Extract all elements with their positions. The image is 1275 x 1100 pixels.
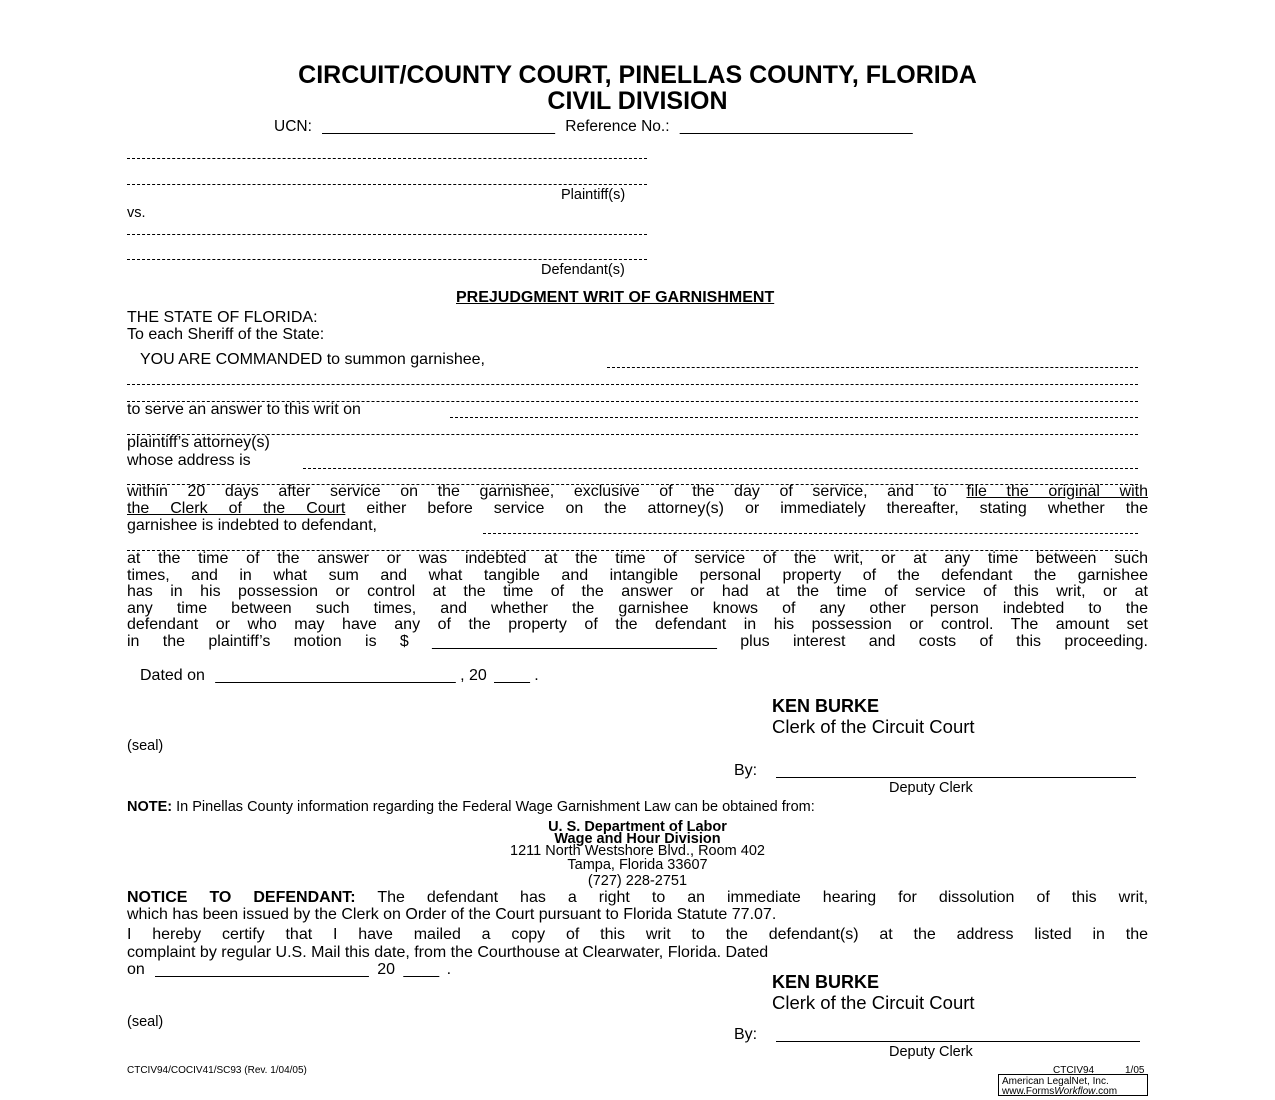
reference-field[interactable]: ___________________________ — [679, 118, 913, 135]
paragraph-2-line-4: any time between such times, and whether the garnishee knows of any other person indebted to the — [127, 600, 1148, 617]
plaintiff-label: Plaintiff(s) — [561, 187, 626, 203]
certify-on: on — [127, 961, 145, 978]
form-date: 1/05 — [1125, 1065, 1145, 1076]
paragraph-1-text-a: within 20 days after service on the garnishee, exclusive of the day of service, and to — [127, 483, 947, 500]
plaintiff-line-1[interactable] — [127, 158, 647, 159]
sheriff-line: To each Sheriff of the State: — [127, 326, 325, 343]
year-end: . — [534, 667, 539, 684]
paragraph-1-line-1 — [127, 484, 1148, 501]
by-label-2: By: — [734, 1026, 758, 1043]
clerk-title-1: Clerk of the Circuit Court — [772, 716, 975, 737]
writ-title: PREJUDGMENT WRIT OF GARNISHMENT — [456, 289, 775, 306]
defendant-line-2[interactable] — [127, 259, 647, 260]
publisher-url[interactable] — [1002, 1086, 1117, 1097]
state-line: THE STATE OF FLORIDA: — [127, 309, 318, 326]
deputy-signature-1[interactable] — [776, 777, 1136, 778]
note-text: In Pinellas County information regarding the Federal Wage Garnishment Law can be obtained from: — [176, 799, 815, 815]
plaintiff-line-2[interactable] — [127, 184, 647, 185]
dated-field[interactable]: ___________________________ — [215, 667, 456, 684]
certify-date-field[interactable]: ________________________ — [155, 961, 369, 978]
publisher-name: American LegalNet, Inc. — [1002, 1076, 1109, 1087]
certify-line-2: complaint by regular U.S. Mail this date, from the Courthouse at Clearwater, Florida. Dated — [127, 944, 769, 961]
dated-label: Dated on — [140, 667, 205, 684]
certify-year-label: 20 — [377, 961, 396, 978]
attorney-label: plaintiff’s attorney(s) — [127, 434, 270, 451]
paragraph-1-line-3: garnishee is indebted to defendant, — [127, 517, 377, 534]
paragraph-1-text-b: either before service on the attorney(s) or immediately thereafter, stating whether the — [366, 500, 1148, 517]
certify-line-3 — [127, 961, 451, 979]
year-field[interactable]: ____ — [494, 667, 530, 684]
division-title: CIVIL DIVISION — [547, 87, 728, 115]
seal-1: (seal) — [127, 738, 164, 754]
ucn-row — [274, 118, 913, 136]
clerk-name-2: KEN BURKE — [772, 972, 880, 992]
commanded-text: YOU ARE COMMANDED to summon garnishee, — [140, 351, 485, 368]
publisher-url-a: www.Forms — [1002, 1086, 1055, 1097]
amount-field[interactable]: ________________________________ — [432, 633, 717, 650]
agency-address-2: Tampa, Florida 33607 — [567, 857, 708, 873]
by-label-1: By: — [734, 762, 758, 779]
agency-phone: (727) 228-2751 — [587, 873, 688, 889]
certify-year-field[interactable]: ____ — [403, 961, 440, 978]
form-id: CTCIV94/COCIV41/SC93 (Rev. 1/04/05) — [127, 1065, 307, 1076]
agency-address-1: 1211 North Westshore Blvd., Room 402 — [510, 843, 765, 859]
year-label: , 20 — [460, 667, 487, 684]
ucn-label: UCN: — [274, 118, 312, 135]
seal-2: (seal) — [127, 1014, 164, 1030]
serve-text: to serve an answer to this writ on — [127, 401, 361, 418]
form-code: CTCIV94 — [1053, 1065, 1095, 1076]
clerk-title-2: Clerk of the Circuit Court — [772, 992, 975, 1013]
publisher-box — [998, 1074, 1148, 1096]
amount-text-b: plus interest and costs of this proceeding. — [740, 633, 1149, 650]
amount-text-a: in the plaintiff’s motion is $ — [127, 633, 409, 650]
garnishee-field-1[interactable] — [607, 367, 1138, 368]
note-row — [127, 799, 815, 815]
dated-row — [140, 667, 539, 685]
ucn-field[interactable]: ___________________________ — [322, 118, 555, 135]
clerk-name-1: KEN BURKE — [772, 696, 880, 716]
paragraph-2-line-3: has in his possession or control at the time of the answer or had at the time of service of this writ, or at — [127, 583, 1148, 600]
defendant-label: Defendant(s) — [541, 262, 625, 278]
reference-label: Reference No.: — [565, 118, 670, 135]
notice-line-1 — [127, 890, 1148, 907]
indebted-field-1[interactable] — [483, 533, 1138, 534]
paragraph-2-line-2: times, and in what sum and what tangible and intangible personal property of the defendant the garnishee — [127, 567, 1148, 584]
court-title: CIRCUIT/COUNTY COURT, PINELLAS COUNTY, FLORIDA — [298, 61, 977, 89]
paragraph-2-line-5: defendant or who may have any of the property of the defendant in his possession or control. The amount set — [127, 616, 1148, 633]
publisher-url-c: .com — [1095, 1086, 1118, 1097]
paragraph-1-line-2 — [127, 501, 1148, 518]
certify-line-1: I hereby certify that I have mailed a copy of this writ to the defendant(s) at the address listed in the — [127, 926, 1148, 943]
vs-label: vs. — [127, 205, 146, 221]
deputy-label-1: Deputy Clerk — [889, 780, 973, 796]
file-original-link: file the original with — [966, 483, 1149, 500]
paragraph-2-line-1: at the time of the answer or was indebted at the time of service of the writ, or at any time between such — [127, 550, 1148, 567]
paragraph-2-line-6 — [127, 634, 1148, 651]
clerk-link: the Clerk of the Court — [127, 500, 346, 517]
notice-text: The defendant has a right to an immediate hearing for dissolution of this writ, — [377, 889, 1149, 906]
publisher-url-b: Workflow — [1054, 1086, 1096, 1097]
address-label: whose address is — [127, 452, 251, 469]
certify-end: . — [446, 961, 452, 978]
garnishee-field-2[interactable] — [127, 384, 1138, 385]
agency-line-2: Wage and Hour Division — [554, 831, 721, 847]
note-label: NOTE: — [127, 799, 173, 815]
defendant-line-1[interactable] — [127, 234, 647, 235]
notice-label: NOTICE TO DEFENDANT: — [127, 889, 356, 906]
attorney-name-field-2[interactable] — [127, 434, 1138, 435]
notice-line-2: which has been issued by the Clerk on Order of the Court pursuant to Florida Statute 77.07. — [127, 906, 777, 923]
deputy-label-2: Deputy Clerk — [889, 1044, 973, 1060]
address-field-1[interactable] — [303, 468, 1138, 469]
agency-line-1: U. S. Department of Labor — [548, 819, 727, 835]
attorney-name-field-1[interactable] — [450, 417, 1138, 418]
deputy-signature-2[interactable] — [776, 1041, 1140, 1042]
